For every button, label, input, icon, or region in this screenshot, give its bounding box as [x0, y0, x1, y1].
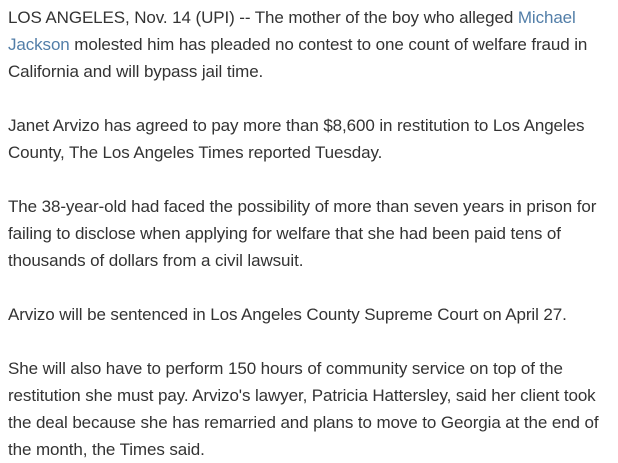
paragraph-prison-risk: The 38-year-old had faced the possibility of more than seven years in prison for failing to disclose when applying for welfare that she had been paid tens of thousands of dollars from a civil lawsuit.	[8, 197, 597, 270]
michael-jackson-link[interactable]: Michael Jackson	[8, 8, 576, 54]
paragraph-community-service: She will also have to perform 150 hours of community service on top of the restitution she must pay. Arvizo's lawyer, Patricia Hattersley, said her client took the deal because she has remarried and plans to move to Georgia at the end of the month, the Times said.	[8, 359, 599, 459]
paragraph-text: LOS ANGELES, Nov. 14 (UPI) -- The mother of the boy who alleged	[8, 8, 518, 27]
paragraph-lead	[8, 4, 610, 85]
paragraph-text: molested him has pleaded no contest to one count of welfare fraud in California and will bypass jail time.	[8, 35, 588, 81]
paragraph-sentencing: Arvizo will be sentenced in Los Angeles County Supreme Court on April 27.	[8, 305, 567, 324]
paragraph-restitution: Janet Arvizo has agreed to pay more than $8,600 in restitution to Los Angeles County, The Los Angeles Times reported Tuesday.	[8, 116, 585, 162]
